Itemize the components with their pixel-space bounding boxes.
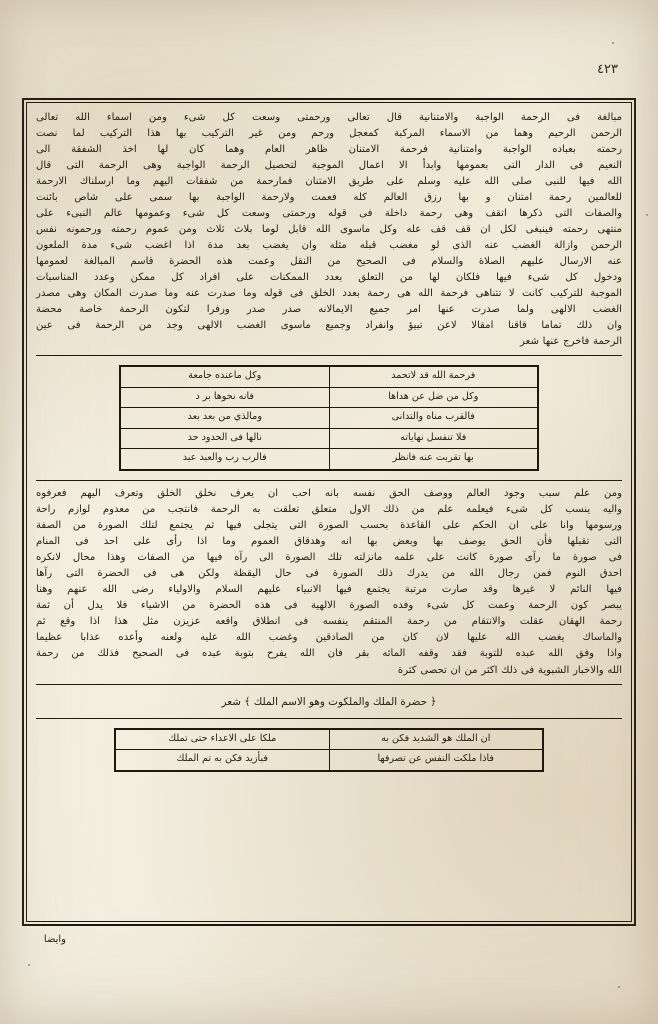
prose-line: يبصر كون الرحمة وعمت كل شىء وفده الصورة الالهية فى هذه الحضرة من الاشياء فلا يدل أن ثمة (36, 600, 622, 612)
poem-hemistich-left: فالرب رب والعبد عبد (121, 449, 330, 470)
page-speck (28, 964, 30, 966)
poem-table-1 (119, 365, 539, 471)
poem-row (121, 449, 538, 470)
prose-line: ودخول كل شىء فيها فلكان لها من التعلق بعدد الممكنات على افراد كل ممكن وعدد المناسبات (36, 272, 622, 283)
poem-hemistich-left: فبأزيد فكن به تم الملك (116, 750, 330, 771)
prose-line: الله فيها للنبى صلى الله عليه وسلم على طريق الامتنان فمارحمة من شفقات اليهم وما ارسلناك الارحمة (36, 176, 622, 187)
prose-line: احدق النوم فمن رجال الله من يدرك ذلك الصورة فى حال اليقظة ولكن هى فى الحضرة التى رآها (36, 567, 622, 579)
prose-block-2 (36, 486, 622, 679)
poem-hemistich-right: وكل من ضل عن هداها (329, 387, 538, 408)
poem-row (116, 729, 543, 750)
poem-hemistich-right: فاذا ملكت النفس عن تصرفها (329, 750, 543, 771)
prose-line: النعيم فى الدار التى بعمومها وابدأ الا اعمال الموجبة لتحصيل الرحمة الواجبة وهى الرحمة التى قال (36, 160, 622, 171)
poem-hemistich-left: وكل ماعنده جامعة (121, 367, 330, 388)
prose-line: ومن علم سبب وجود العالم ووصف الحق نفسه بانه احب ان يعرف نخلق الخلق وتعرف اليهم فعرفوه (36, 487, 622, 499)
section-heading: ﴿ حضرة الملك والملكوت وهو الاسم الملك ﴾ شعر (221, 695, 437, 708)
text-frame (22, 98, 636, 926)
poem-row (121, 387, 538, 408)
poem-hemistich-left: فانه نحوها بر د (121, 387, 330, 408)
text-frame-inner (26, 102, 632, 922)
folio-number: ٤٢٣ (597, 62, 618, 77)
poem-row (121, 408, 538, 429)
catchword: وايضا (43, 934, 66, 945)
poem-hemistich-right: ان الملك هو الشديد فكن به (329, 729, 543, 750)
prose-line: رحمته بعباده الواجبة وامتنانية فرحمة الامتنان ظاهر العام وهما كان لها اخذ الشفقة الى (36, 144, 622, 155)
prose-line: والماساك يغضب الله عليها لان كان من الصادقين وغضب الله عليه ولعنه وأعده عذابا عظيما (36, 632, 622, 644)
prose-line: واذا وفق الله عبده للتوبة فقد وقفه المائه بقر فان الله يفرح بتوبة عبده فى الصحيح فذلك من رحمة (36, 648, 622, 660)
prose-line: رحمة الهقان عقلت والانتقام من رحمة المنتقم ينفسه فى انطلاق واقعه عزيزن مثل هذا اذا وقع ثم (36, 616, 622, 628)
poem-hemistich-left: ومالذي من بعد بعد (121, 408, 330, 429)
poem-hemistich-left: نالها فى الحدود حد (121, 428, 330, 449)
prose-line: فيها النائم لا غيرها وقد صارت مرتبة يجتمع فيها الانبياء عليهم السلام والاولياء رضى الله عنهم وهنا (36, 584, 622, 596)
prose-line: للعالمين رحمة امتنان و بها رزق العالم كله فعمت ولارحمة الواجبة بها سمى على شاص بائنت (36, 192, 622, 203)
prose-line: وان ذلك تماما قاقنا امقالا لاعن تبيؤ وانفراد وجميع ماسوى الغضب الالهى وجد من الرحمة فى عين (36, 320, 622, 331)
prose-line-last: الله والاخبار الشبوية فى ذلك اكثر من ان تحصى كثرة (397, 664, 622, 676)
page-speck (618, 986, 620, 988)
section-divider (36, 684, 622, 685)
prose-line: مبالغة فى الرحمة الواجبة والامتنانية قال تعالى ورحمتى وسعت كل شىء ومن اسماء الله تعالى (36, 112, 622, 123)
poem-hemistich-right: بها تقربت عنه فانظر (329, 449, 538, 470)
poem-row (116, 750, 543, 771)
poem-hemistich-right: فرحمة الله قد لاتحمد (329, 367, 538, 388)
poem-row (121, 367, 538, 388)
prose-line: ورسومها وانا على ان الحكم على القاعدة بحسب الصورة التى يتجلى فيها ثم يجتمع لتلك الصورة من الصفة (36, 519, 622, 531)
poem-hemistich-right: فلا تنفسل نهاياته (329, 428, 538, 449)
section-divider (36, 480, 622, 481)
poem-table-2 (114, 728, 544, 772)
poem-row (121, 428, 538, 449)
section-divider (36, 355, 622, 356)
poem-hemistich-right: فالقرب مناه والتدانى (329, 408, 538, 429)
prose-line: الموجبة للتركيب كانت لا تتناهى فرحمة الله هى رحمة بعدد الخلق فى قوله وما صدرت عنه وما صدرت المكان وهى مصدر (36, 288, 622, 299)
prose-line: الرحمن وازالة الغضب عنه الذى لو مغضب قبله مثله وان یغضب بعد مدة اذا اغضب شىء مدة الملعون (36, 240, 622, 251)
prose-line: الرحمن الرحيم وهما من الاسماء المركبة كمعجل ورحم ومن غير الترکیب بها هذا التركيب لما نصت (36, 128, 622, 139)
prose-line: منتهى رحمته فينبغى لكل ان قف قف عله وكل ماسوى الله قابل لوما بلاث ثلاث ومن عموم رحمته ورحمونه نفس (36, 224, 622, 235)
section-divider (36, 718, 622, 719)
page-speck (646, 214, 648, 216)
prose-line: واليه ينسب كل شىء فيعلمه علم من ذلك الاول متعلق تعلقت به الرحمة فانتجب من معدوم لوازم راحة (36, 503, 622, 515)
prose-line: والصفات التى ذكرها اتقف وهى رحمة داخلة فى قوله ورحمتى وسعت كل شىء وعمومها عالم النبىء على (36, 208, 622, 219)
prose-line: عنه الارسال عليهم الصلاة والسلام فى الصحيح من النقل وعمت هذه الحضرة قاسم المبالغة لعمومها (36, 256, 622, 267)
page-speck (612, 42, 614, 44)
prose-block-1 (36, 110, 622, 350)
prose-line: الغضب الالهى ولما صدرت عنها امر جميع الايمالانه صدر صدر ورفرا لتكون الرحمة خاصة محضة (36, 304, 622, 315)
prose-line: فى صورة ما رآى صورة كانت على علمه مانزلته تلك الصورة الى رآه فيها من الصفات وهذا محال لانكره (36, 551, 622, 563)
poem-hemistich-left: ملكا على الاعداء حتى تملك (116, 729, 330, 750)
prose-line-last: الرحمة فاخرج عنها شعر (520, 336, 622, 347)
prose-line: التى تقبلها فأن الحق يوصف بها وبعض بها انه وهدقاق العموم وما اذا رأى على احد فى المنام (36, 535, 622, 547)
